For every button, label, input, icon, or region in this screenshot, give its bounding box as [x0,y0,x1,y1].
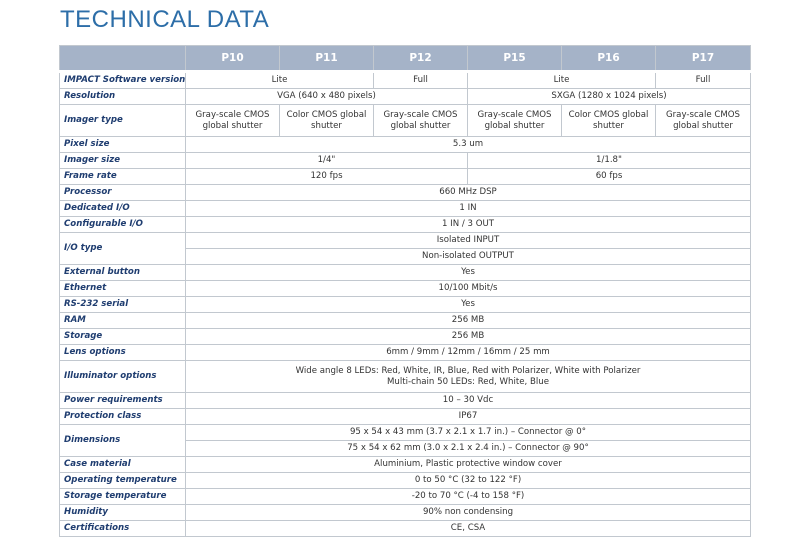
table-cell: Gray-scale CMOS global shutter [656,105,751,137]
table-cell: 256 MB [186,313,751,329]
row-label: Ethernet [60,281,186,297]
row-label: Resolution [60,89,186,105]
illuminator-option: Multi-chain 50 LEDs: Red, White, Blue [387,376,549,387]
table-cell: IP67 [186,409,751,425]
table-cell: SXGA (1280 x 1024 pixels) [468,89,751,105]
table-cell: 1/1.8" [468,153,751,169]
table-cell: -20 to 70 °C (-4 to 158 °F) [186,489,751,505]
row-label: Imager size [60,153,186,169]
page-title: TECHNICAL DATA [60,6,270,33]
table-cell: CE, CSA [186,521,751,537]
table-row [60,137,751,153]
row-label: Certifications [60,521,186,537]
table-row [60,185,751,201]
table-row [60,89,751,105]
row-label: Lens options [60,345,186,361]
table-cell: Full [374,72,468,89]
table-row [60,473,751,489]
table-cell: 0 to 50 °C (32 to 122 °F) [186,473,751,489]
table-row [60,265,751,281]
table-row [60,489,751,505]
table-cell: Aluminium, Plastic protective window cover [186,457,751,473]
table-cell [186,361,751,393]
table-cell: Gray-scale CMOS global shutter [374,105,468,137]
table-cell: Lite [186,72,374,89]
row-label: Humidity [60,505,186,521]
row-label: RAM [60,313,186,329]
table-cell: 6mm / 9mm / 12mm / 16mm / 25 mm [186,345,751,361]
table-row [60,201,751,217]
model-header: P17 [656,46,751,72]
table-cell: 10/100 Mbit/s [186,281,751,297]
row-label: Frame rate [60,169,186,185]
row-label: Operating temperature [60,473,186,489]
model-header: P10 [186,46,280,72]
row-label: External button [60,265,186,281]
table-row [60,521,751,537]
table-cell: Non-isolated OUTPUT [186,249,751,265]
table-row [60,217,751,233]
table-row [60,153,751,169]
table-cell: Gray-scale CMOS global shutter [186,105,280,137]
model-header: P12 [374,46,468,72]
table-row [60,425,751,441]
table-cell: Yes [186,265,751,281]
table-row [60,361,751,393]
row-label: Configurable I/O [60,217,186,233]
table-row [60,105,751,137]
table-row [60,281,751,297]
table-cell: 1 IN / 3 OUT [186,217,751,233]
table-cell: Lite [468,72,656,89]
table-row [60,313,751,329]
model-header: P15 [468,46,562,72]
table-row [60,409,751,425]
table-row [60,329,751,345]
row-label: Case material [60,457,186,473]
row-label: Dedicated I/O [60,201,186,217]
table-cell: Color CMOS global shutter [280,105,374,137]
row-label: Imager type [60,105,186,137]
table-cell: 1 IN [186,201,751,217]
table-header-row [60,46,751,72]
table-cell: 5.3 um [186,137,751,153]
table-cell: 1/4" [186,153,468,169]
table-row [60,345,751,361]
table-row [60,169,751,185]
table-cell: Gray-scale CMOS global shutter [468,105,562,137]
row-label: IMPACT Software version [60,72,186,89]
technical-data-table [59,45,751,537]
table-cell: 10 – 30 Vdc [186,393,751,409]
table-cell: 660 MHz DSP [186,185,751,201]
row-label: Illuminator options [60,361,186,393]
row-label: Protection class [60,409,186,425]
row-label: Power requirements [60,393,186,409]
row-label: RS-232 serial [60,297,186,313]
table-cell: 60 fps [468,169,751,185]
row-label: Storage [60,329,186,345]
table-cell: Yes [186,297,751,313]
illuminator-option: Wide angle 8 LEDs: Red, White, IR, Blue, Red with Polarizer, White with Polarizer [295,365,641,376]
table-cell: 120 fps [186,169,468,185]
table-row [60,393,751,409]
table-row [60,297,751,313]
header-corner [60,46,186,72]
model-header: P11 [280,46,374,72]
table-cell: 75 x 54 x 62 mm (3.0 x 2.1 x 2.4 in.) – Connector @ 90° [186,441,751,457]
row-label: Pixel size [60,137,186,153]
table-cell: 90% non condensing [186,505,751,521]
table-cell: Full [656,72,751,89]
row-label: I/O type [60,233,186,265]
table-row [60,72,751,89]
row-label: Storage temperature [60,489,186,505]
table-cell: Isolated INPUT [186,233,751,249]
table-row [60,505,751,521]
table-cell: VGA (640 x 480 pixels) [186,89,468,105]
table-cell: 256 MB [186,329,751,345]
table-row [60,233,751,249]
model-header: P16 [562,46,656,72]
table-row [60,457,751,473]
row-label: Dimensions [60,425,186,457]
row-label: Processor [60,185,186,201]
table-cell: 95 x 54 x 43 mm (3.7 x 2.1 x 1.7 in.) – Connector @ 0° [186,425,751,441]
table-cell: Color CMOS global shutter [562,105,656,137]
